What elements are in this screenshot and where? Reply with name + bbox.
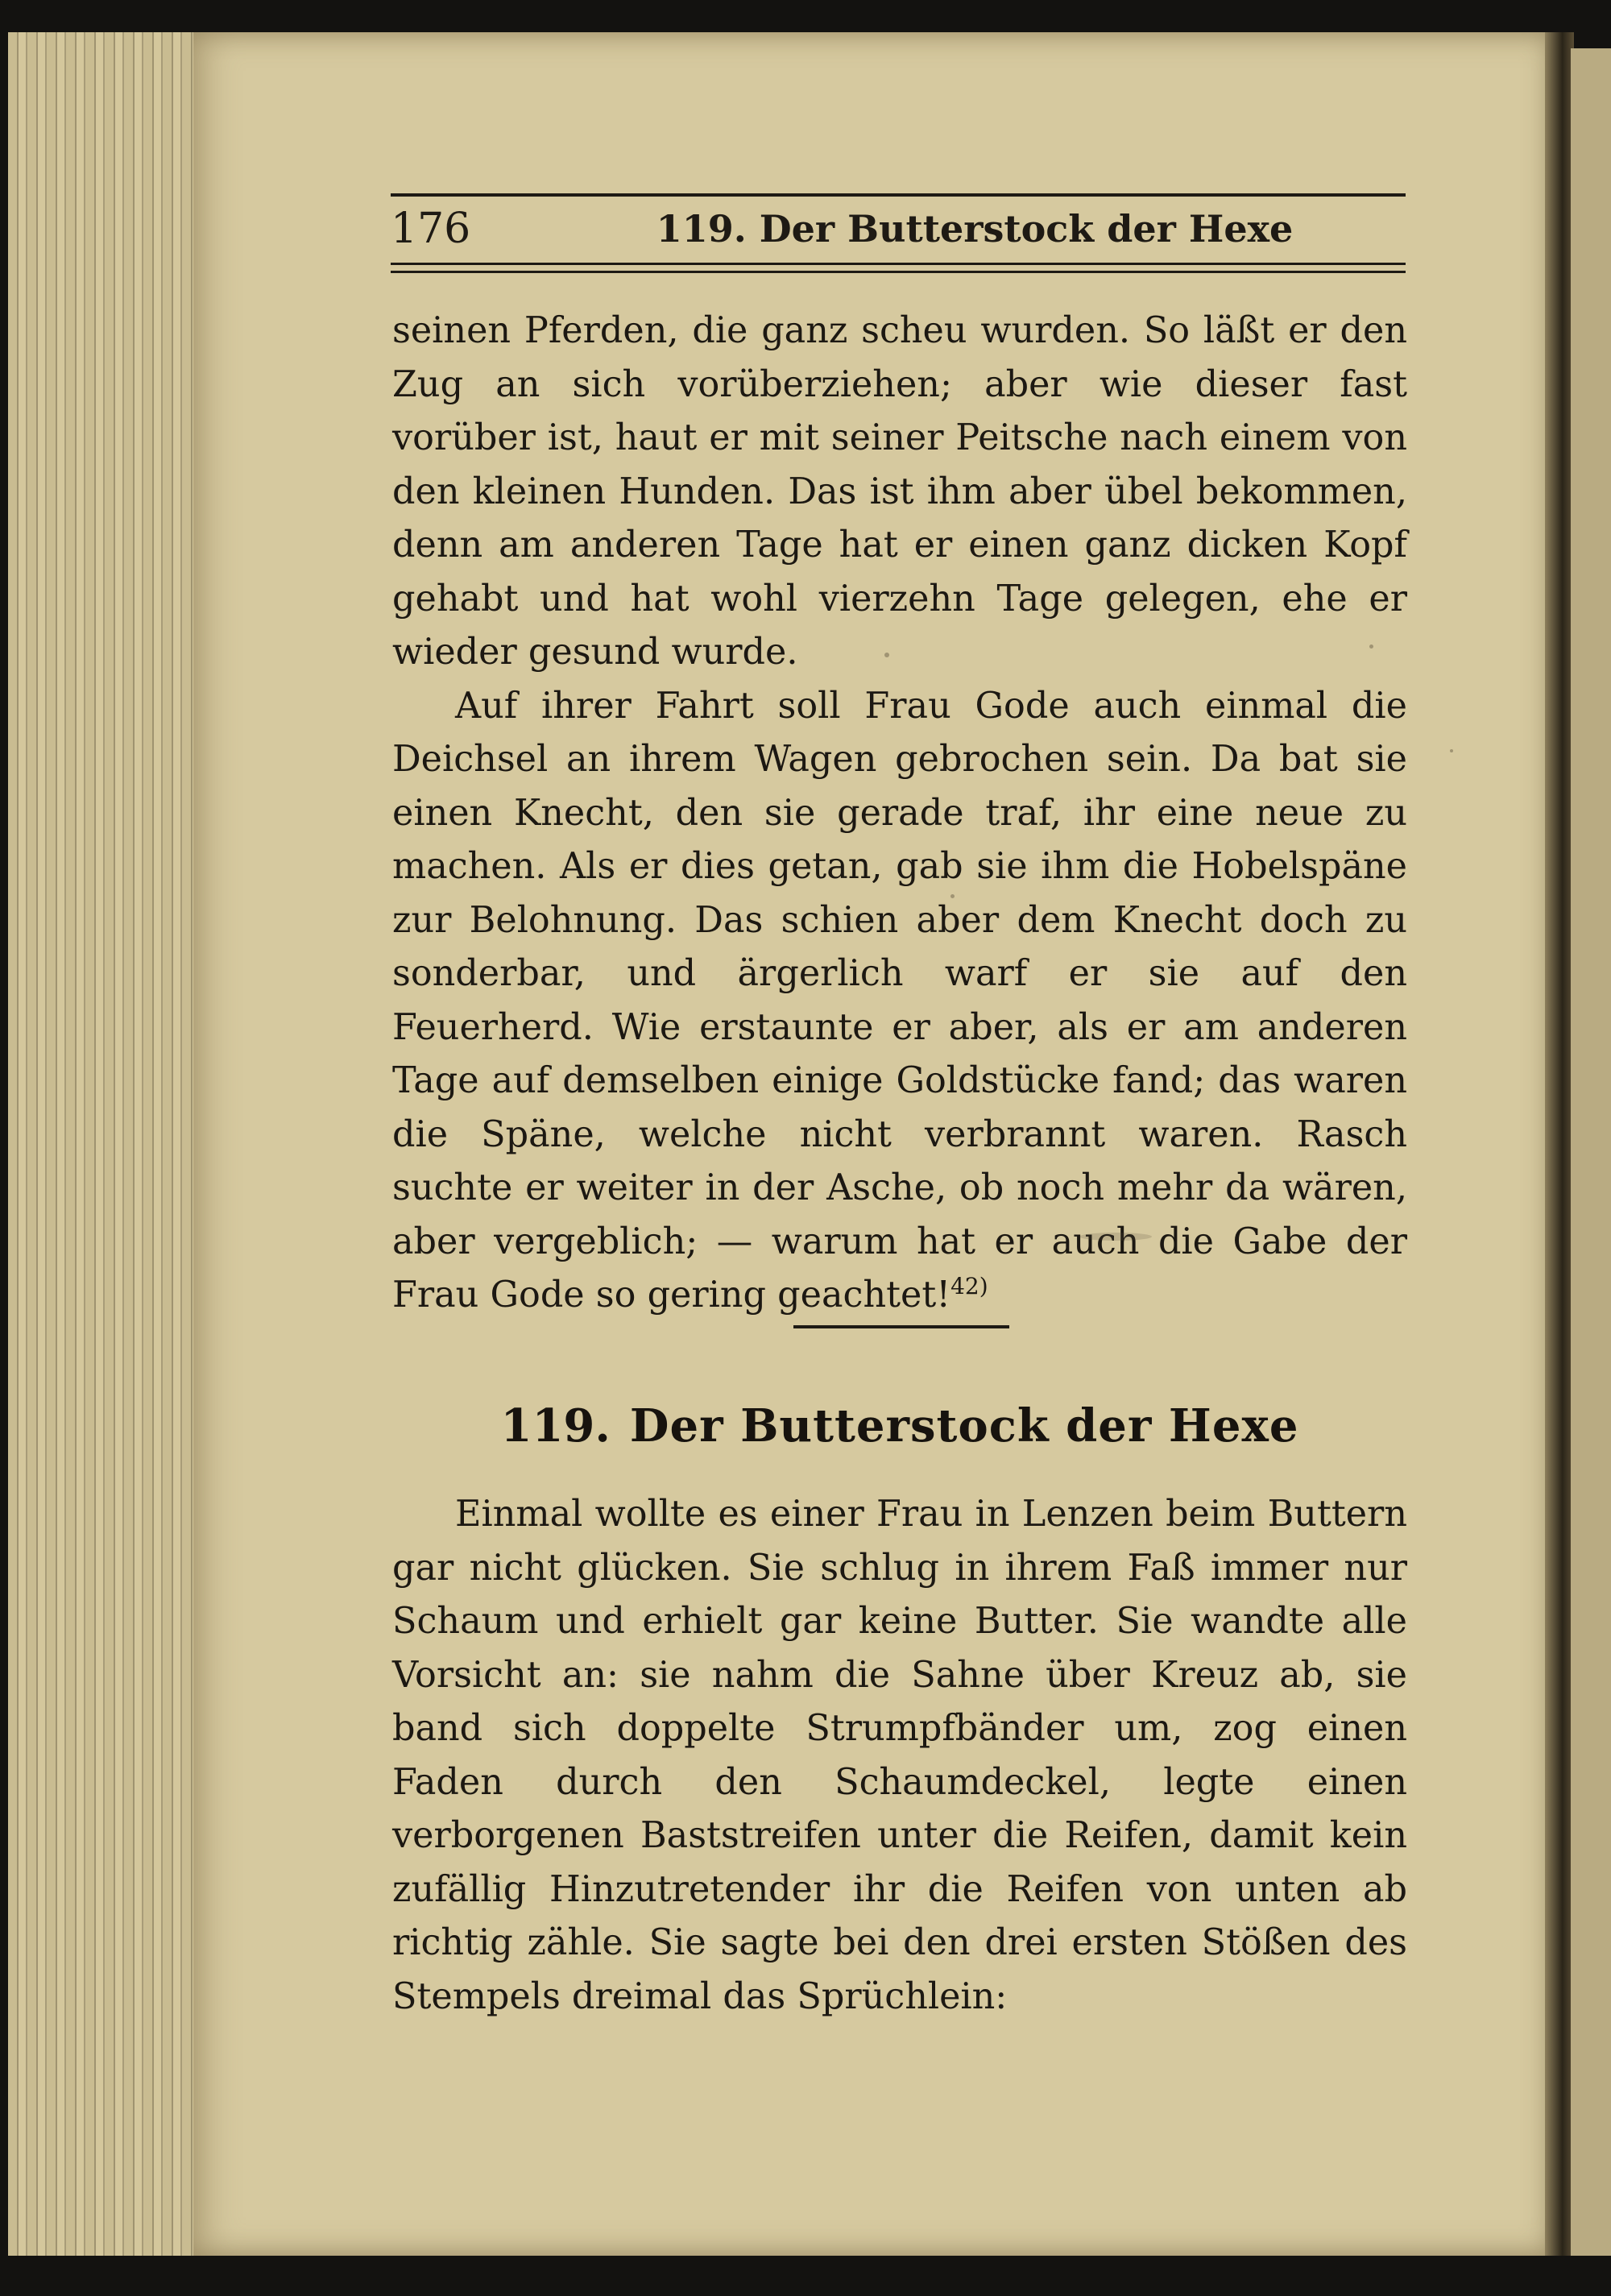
section-number: 119.: [500, 1399, 611, 1453]
header-rule-bottom: [391, 263, 1406, 265]
paper-speck: [1369, 644, 1373, 649]
paragraph: seinen Pferden, die ganz scheu wurden. So läßt er den Zug an sich vorüberziehen; aber wie dieser fast vorüber ist, haut er mit seiner Peitsche nach einem von den kleinen Hunden. Das ist ihm aber übel bekommen, denn am anderen Tage hat er einen ganz dicken Kopf gehabt und hat wohl vierzehn Tage gelegen, ehe er wieder gesund wurde.: [392, 310, 1407, 673]
section-heading: [392, 1394, 1407, 1458]
paper-mark: [1079, 1233, 1152, 1241]
section-separator-rule: [793, 1325, 1009, 1328]
running-title: 119. Der Butterstock der Hexe: [656, 207, 1294, 251]
book-gutter: [1545, 32, 1574, 2256]
next-page-edge: [1571, 48, 1611, 2256]
paragraph-text: Auf ihrer Fahrt soll Frau Gode auch einmal die Deichsel an ihrem Wagen gebrochen sein. Da bat sie einen Knecht, den sie gerade traf, ihr eine neue zu machen. Als er dies getan, gab sie ihm die Hobelspäne zur Belohnung. Das schien aber dem Knecht doch zu sonderbar, und ärgerlich warf er sie auf den Feuerherd. Wie erstaunte er aber, als er am anderen Tage auf demselben einige Goldstücke fand; das waren die Späne, welche nicht verbrannt waren. Rasch suchte er weiter in der Asche, ob noch mehr da wären, aber vergeblich; — warum hat er auch die Gabe der Frau Gode so gering geachtet!: [392, 685, 1407, 1316]
section-body-text: [392, 1488, 1407, 2024]
paper-speck: [1450, 749, 1453, 752]
footnote-reference: 42): [950, 1273, 988, 1299]
paragraph-with-footnote: [392, 680, 1407, 1323]
continued-story-text: [392, 305, 1407, 1323]
header-rule-top: [391, 193, 1406, 197]
paragraph: Einmal wollte es einer Frau in Lenzen beim Buttern gar nicht glücken. Sie schlug in ihrem Faß immer nur Schaum und erhielt gar keine Butter. Sie wandte alle Vorsicht an: sie nahm die Sahne über Kreuz ab, sie band sich doppelte Strumpfbänder um, zog einen Faden durch den Schaumdeckel, legte einen verborgenen Baststreifen unter die Reifen, damit kein zufällig Hinzutretender ihr die Reifen von unten ab richtig zähle. Sie sagte bei den drei ersten Stößen des Stempels dreimal das Sprüchlein:: [392, 1494, 1407, 2017]
paper-speck: [950, 894, 955, 898]
header-rule-bottom-double: [391, 271, 1406, 273]
paper-speck: [884, 653, 889, 657]
section-title: Der Butterstock der Hexe: [629, 1399, 1299, 1453]
page-number: 176: [391, 205, 471, 253]
